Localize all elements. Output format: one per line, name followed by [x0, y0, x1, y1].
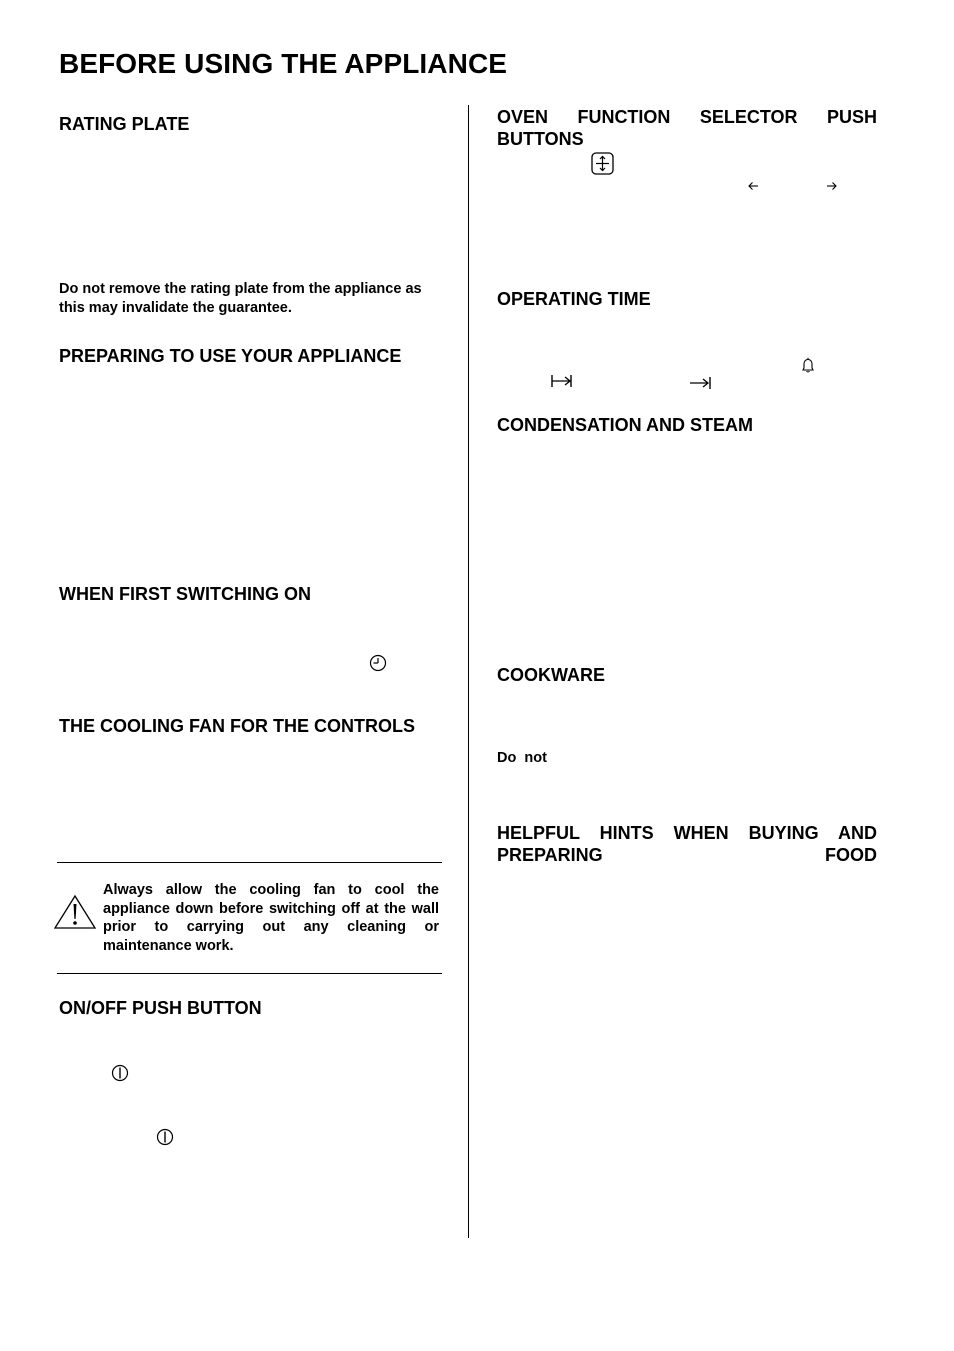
arrow-left-icon	[747, 180, 759, 192]
cooling-fan-heading: THE COOLING FAN FOR THE CONTROLS	[59, 716, 415, 736]
operating-time-heading: OPERATING TIME	[497, 289, 651, 309]
rating-plate-note: Do not remove the rating plate from the appliance as this may invalidate the guarantee.	[59, 281, 422, 316]
warning-text: Always allow the cooling fan to cool the appliance down before switching off at the wall prior to carrying out any cleaning or maintenance work.	[103, 882, 439, 954]
bell-icon	[799, 356, 817, 374]
first-switching-heading: WHEN FIRST SWITCHING ON	[59, 584, 311, 604]
power-icon	[111, 1064, 129, 1082]
rating-plate-heading: RATING PLATE	[59, 114, 190, 134]
cookware-heading: COOKWARE	[497, 665, 605, 685]
onoff-heading: ON/OFF PUSH BUTTON	[59, 998, 262, 1018]
page-title: BEFORE USING THE APPLIANCE	[59, 48, 508, 79]
clock-icon	[369, 654, 387, 672]
hints-heading: HELPFUL HINTS WHEN BUYING AND PREPARING FOOD	[497, 823, 877, 865]
duration-icon	[550, 373, 574, 389]
cookware-note: Do not	[497, 750, 547, 766]
warning-top-rule	[57, 862, 442, 863]
warning-bottom-rule	[57, 973, 442, 974]
preparing-heading: PREPARING TO USE YOUR APPLIANCE	[59, 346, 402, 366]
warning-triangle-icon	[53, 894, 97, 930]
oven-function-heading: OVEN FUNCTION SELECTOR PUSH BUTTONS	[497, 107, 877, 149]
end-time-icon	[689, 375, 713, 391]
oven-function-icon	[591, 152, 614, 175]
column-divider	[468, 105, 469, 1238]
condensation-heading: CONDENSATION AND STEAM	[497, 415, 753, 435]
arrow-right-icon	[826, 180, 838, 192]
power-icon	[156, 1128, 174, 1146]
